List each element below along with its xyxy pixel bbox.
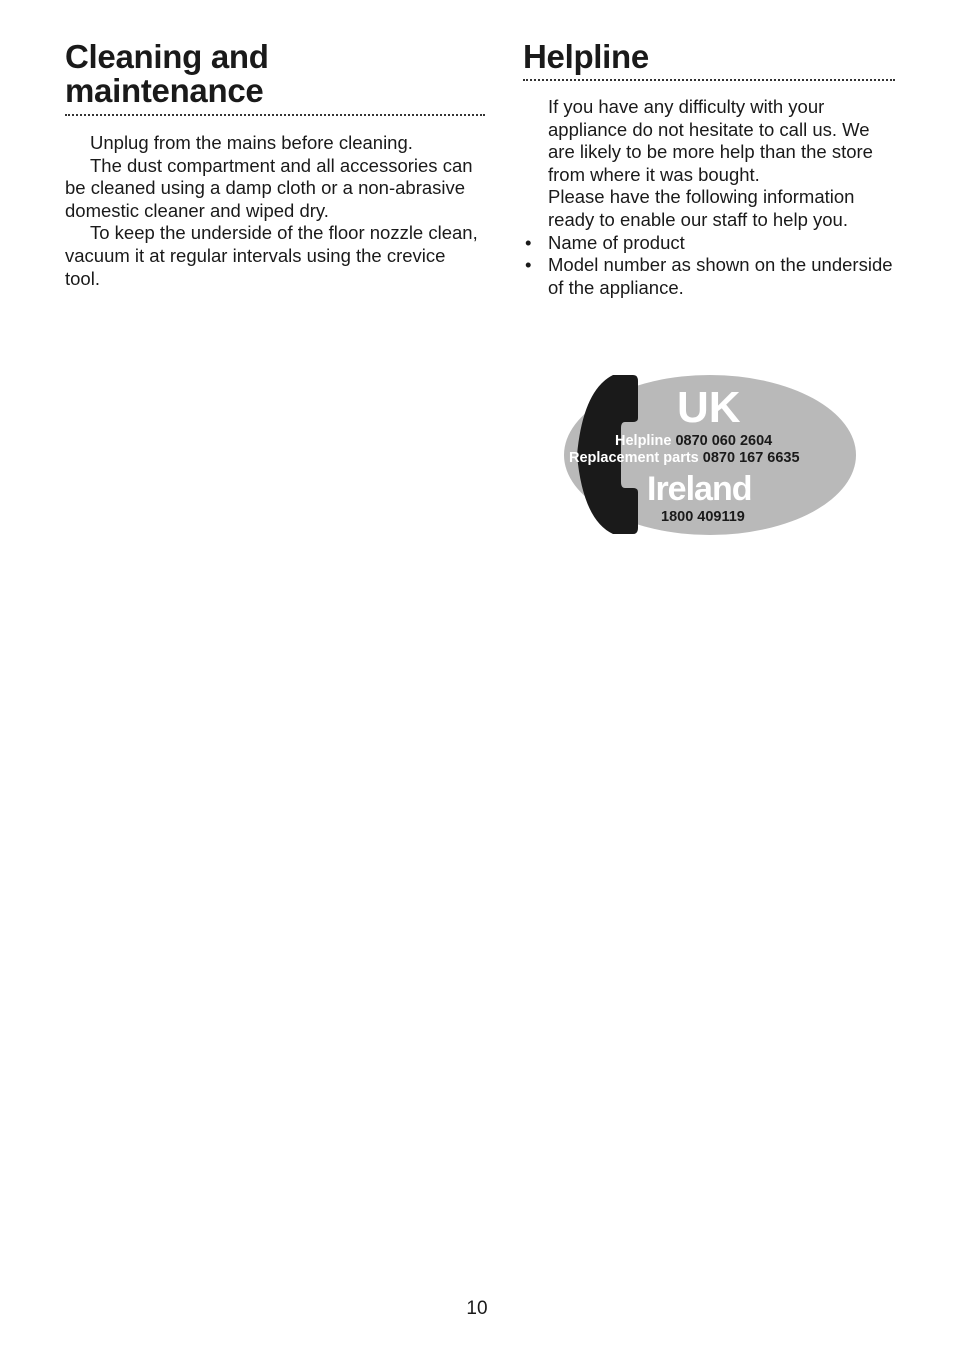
parts-number: 0870 167 6635: [702, 450, 800, 466]
list-item-text: Model number as shown on the underside of the appliance.: [548, 254, 893, 298]
page-number: 10: [466, 1298, 488, 1319]
list-item-text: Name of product: [548, 231, 685, 253]
list-item: [523, 254, 895, 299]
parts-label: Replacement parts: [569, 450, 699, 466]
cleaning-body: [65, 132, 485, 290]
bullet-glyph: •: [525, 231, 532, 253]
helpline-label: Helpline: [615, 433, 672, 449]
cleaning-heading-line2: maintenance: [65, 72, 264, 109]
cleaning-paragraph: Unplug from the mains before cleaning.: [90, 132, 413, 153]
helpline-number: 0870 060 2604: [675, 433, 773, 449]
helpline-section: [523, 40, 895, 299]
bullet-glyph: •: [525, 254, 532, 276]
uk-helpline-line: [615, 433, 772, 449]
cleaning-heading-line1: Cleaning and: [65, 38, 269, 75]
helpline-paragraph: Please have the following information ready to enable our staff to help you.: [548, 186, 855, 230]
cleaning-dotted-rule: [65, 114, 485, 116]
uk-label: UK: [677, 383, 741, 432]
cleaning-heading: [65, 40, 485, 108]
cleaning-paragraph: To keep the underside of the floor nozzle clean, vacuum it at regular intervals using the crevice tool.: [65, 222, 478, 289]
uk-parts-line: [569, 450, 800, 466]
helpline-dotted-rule: [523, 79, 895, 81]
helpline-paragraph: If you have any difficulty with your appliance do not hesitate to call us. We are likely to be more help than the store from where it was bought.: [548, 96, 873, 185]
helpline-heading: Helpline: [523, 38, 649, 75]
list-item: [523, 232, 895, 255]
ireland-label: Ireland: [647, 470, 752, 508]
cleaning-section: [65, 40, 485, 290]
helpline-body: [523, 96, 895, 299]
helpline-bullet-list: [523, 232, 895, 300]
helpline-badge: [555, 370, 865, 540]
cleaning-paragraph: The dust compartment and all accessories can be cleaned using a damp cloth or a non-abrasive domestic cleaner and wiped dry.: [65, 154, 473, 221]
ireland-number: 1800 409119: [661, 509, 745, 525]
